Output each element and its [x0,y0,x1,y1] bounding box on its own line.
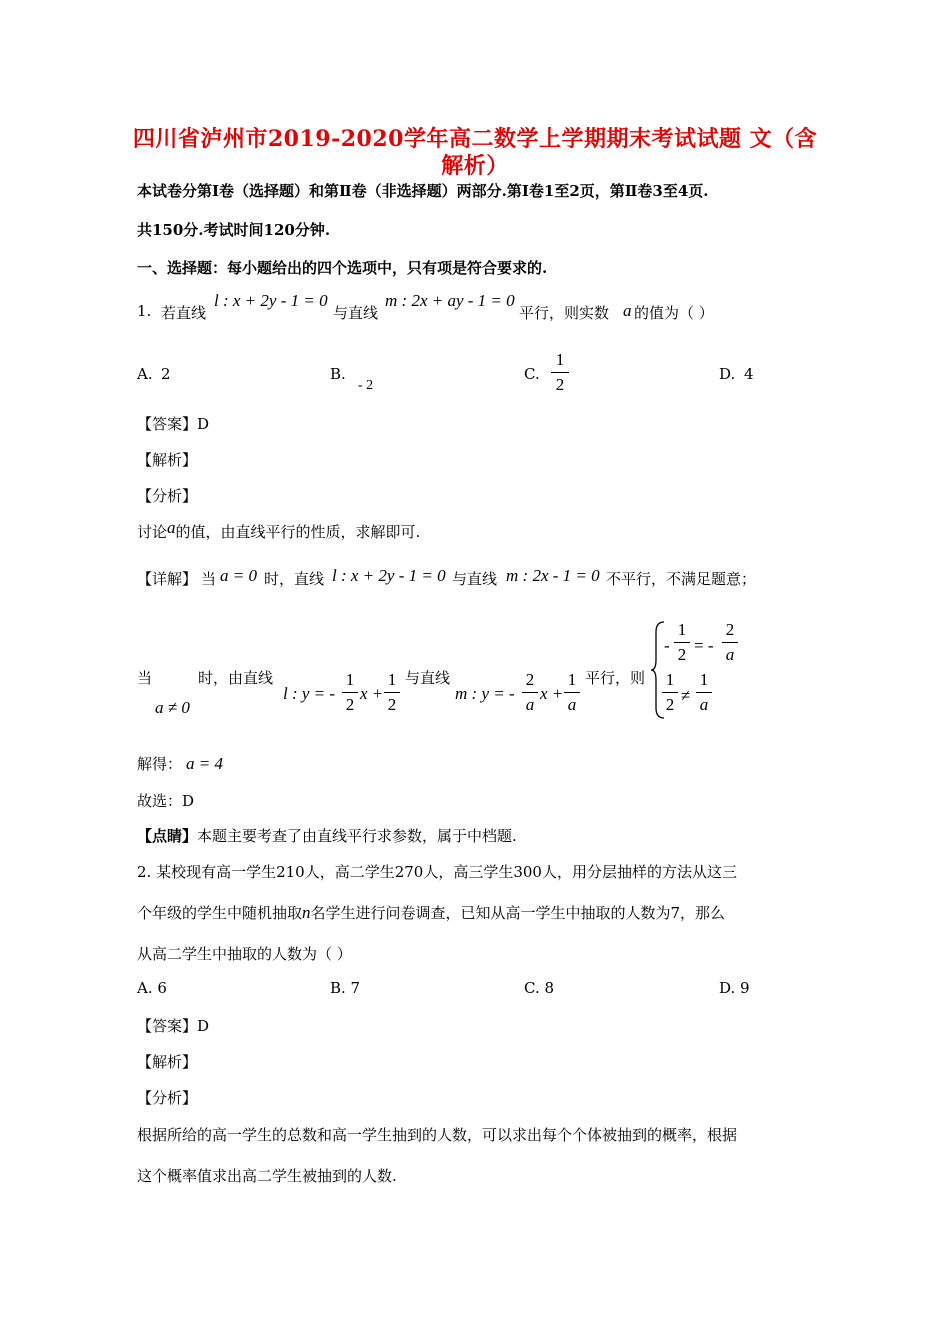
q1-case2-l-mid: x + [360,684,384,703]
q1-option-c-fraction [551,350,569,395]
q1-sys-frac2: 2 a [722,620,738,665]
q1-case2-shi: 时，由直线 [198,669,274,687]
q1-xj-text3: 与直线 [452,570,498,588]
q1-option-c-denominator: 2 [555,375,565,394]
q1-dianjing: 【点睛】本题主要考查了由直线平行求参数，属于中档题. [137,827,517,845]
q2-line2: 个年级的学生中随机抽取n名学生进行问卷调查，已知从高一学生中抽取的人数为7，那么 [137,903,726,922]
q1-option-a-label: A. [137,365,153,383]
q1-case2-pingxing: 平行，则 [585,669,646,687]
intro-line2: 共150分.考试时间120分钟. [137,221,331,239]
q1-xiangjie-tag: 【详解】 [137,570,198,588]
q1-sys-minus: - [664,636,670,655]
q2-jiexi: 【解析】 [137,1053,198,1071]
q1-fenxi: 【分析】 [137,487,198,505]
q1-case2-yuzhixian: 与直线 [405,669,451,687]
q1-xj-line-l: l : x + 2y - 1 = 0 [332,566,446,585]
q1-number: 1. [137,302,152,320]
q1-case2-l-frac2: 1 2 [384,670,400,715]
q1-sys-frac1: 1 2 [674,620,690,665]
q1-end: 的值为（ ） [634,304,714,322]
q2-fenxi-line1: 根据所给的高一学生的总数和高一学生抽到的人数，可以求出每个个体被抽到的概率，根据 [137,1126,738,1144]
q1-sys-frac4: 1 a [696,670,712,715]
q2-option-a: A. 6 [137,979,167,997]
q1-xj-text1: 当 [201,570,217,588]
q2-option-d: D. 9 [719,979,750,997]
q1-var-a: a [623,301,632,320]
q1-sys-neq: ≠ [681,686,691,705]
q1-sys-eq: = - [694,636,714,655]
q1-case2-l-pre: l : y = - [283,684,336,703]
intro-line1: 本试卷分第Ⅰ卷（选择题）和第Ⅱ卷（非选择题）两部分.第Ⅰ卷1至2页，第Ⅱ卷3至4页. [137,182,709,200]
q1-case2-m-mid: x + [540,684,564,703]
q1-option-b: - 2 [358,378,374,393]
q1-jiede: 解得： a = 4 [137,754,223,773]
q1-case2-cond: a ≠ 0 [155,698,190,717]
q1-sys-frac3: 1 2 [662,670,678,715]
q1-line-m: m : 2x + ay - 1 = 0 [385,291,515,310]
q1-mid: 与直线 [333,304,379,322]
document-title-line1: 四川省泸州市2019-2020学年高二数学上学期期末考试试题 文（含 [132,126,818,152]
q1-option-c-numerator: 1 [555,350,565,369]
q1-fenxi-text: 讨论a的值，由直线平行的性质，求解即可. [137,518,421,541]
q2-answer: 【答案】D [137,1017,210,1035]
q2-fenxi: 【分析】 [137,1089,198,1107]
q2-fenxi-line2: 这个概率值求出高二学生被抽到的人数. [137,1167,397,1185]
q1-post: 平行，则实数 [519,304,610,322]
fraction-bar [551,372,569,373]
q2-line1: 2. 某校现有高一学生210人，高二学生270人，高三学生300人，用分层抽样的方法从这三 [137,863,737,881]
q1-option-a: 2 [161,365,171,383]
section-heading-choice: 一、选择题：每小题给出的四个选项中，只有项是符合要求的. [137,259,548,277]
q1-option-d-label: D. [719,365,736,383]
q1-option-c-label: C. [524,365,540,383]
q1-guxuan: 故选：D [137,792,195,810]
q1-xj-cond: a = 0 [220,566,257,585]
q1-case2-l-frac1: 1 2 [342,670,358,715]
q1-case2-m-frac2: 1 a [564,670,580,715]
q2-option-c: C. 8 [524,979,555,997]
q1-pre: 若直线 [161,304,207,322]
q1-case2-m-frac1: 2 a [522,670,538,715]
q2-option-b: B. 7 [330,979,361,997]
q1-answer: 【答案】D [137,415,210,433]
q1-case2-dang: 当 [137,669,153,687]
q2-line3: 从高二学生中抽取的人数为（ ） [137,945,352,963]
q1-xj-line-m: m : 2x - 1 = 0 [506,566,600,585]
q1-case2-m-pre: m : y = - [455,684,515,703]
q1-xj-text4: 不平行，不满足题意； [606,570,757,588]
document-title-line2: 解析） [441,153,509,179]
q1-option-b-label: B. [330,365,346,383]
q1-option-d: 4 [744,365,754,383]
q1-xj-text2: 时，直线 [264,570,325,588]
q1-line-l: l : x + 2y - 1 = 0 [214,291,328,310]
q1-jiexi: 【解析】 [137,451,198,469]
